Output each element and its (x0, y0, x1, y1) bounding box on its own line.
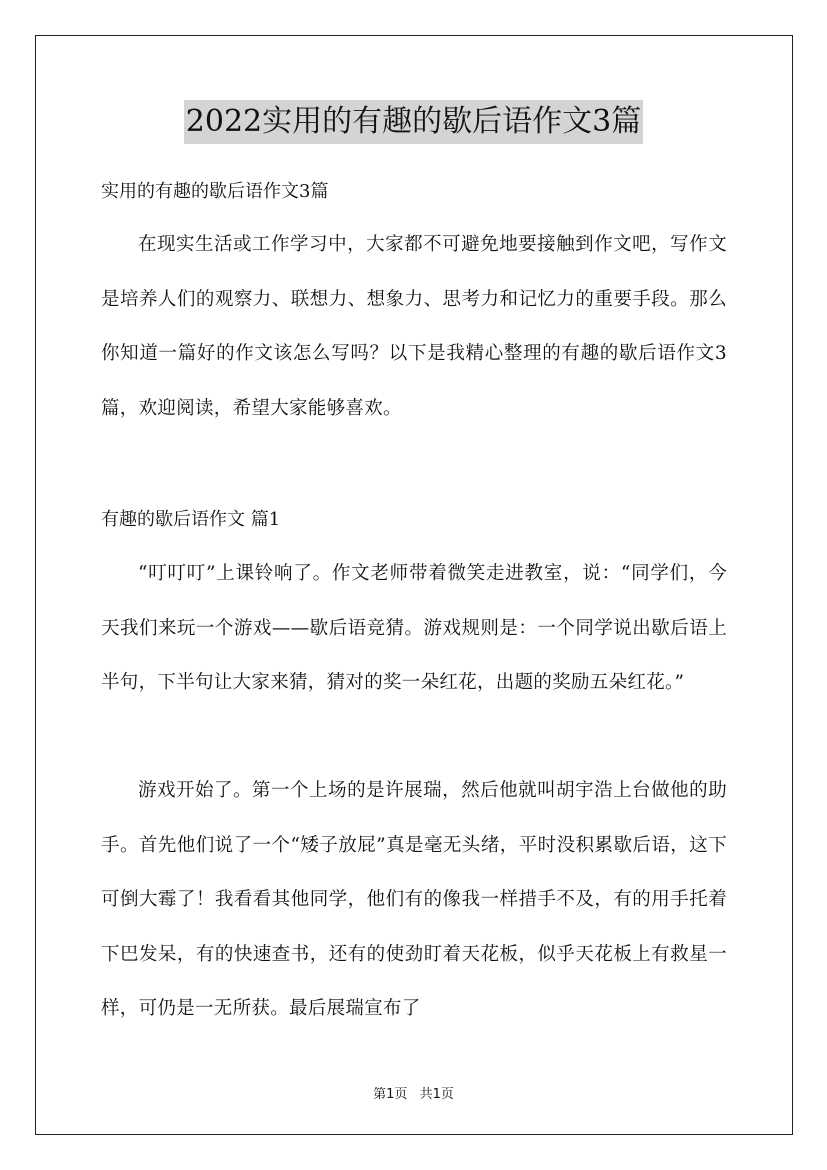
section-paragraph-1: “叮叮叮”上课铃响了。作文老师带着微笑走进教室，说：“同学们，今天我们来玩一个游戏——歇后语竞猜。游戏规则是：一个同学说出歇后语上半句，下半句让大家来猜，猜对的奖一朵红花，出题的奖励五朵红花。” (101, 563, 727, 693)
page-total: 共1页 (419, 1087, 454, 1102)
section-paragraph-2: 游戏开始了。第一个上场的是许展瑞，然后他就叫胡宇浩上台做他的助手。首先他们说了一个“矮子放屁”真是毫无头绪，平时没积累歇后语，这下可倒大霉了！我看看其他同学，他们有的像我一样措手不及，有的用手托着下巴发呆，有的快速查书，还有的使劲盯着天花板，似乎天花板上有救星一样，可仍是一无所获。最后展瑞宣布了 (101, 780, 727, 1019)
section-heading: 有趣的歇后语作文 篇1 (101, 509, 281, 530)
document-subtitle: 实用的有趣的歇后语作文3篇 (101, 181, 329, 202)
page-number: 第1页 (373, 1087, 408, 1102)
document-title: 2022实用的有趣的歇后语作文3篇 (184, 100, 643, 144)
title-container (0, 100, 827, 144)
page-footer (0, 1083, 827, 1102)
intro-paragraph: 在现实生活或工作学习中，大家都不可避免地要接触到作文吧，写作文是培养人们的观察力、联想力、想象力、思考力和记忆力的重要手段。那么你知道一篇好的作文该怎么写吗？以下是我精心整理的有趣的歇后语作文3篇，欢迎阅读，希望大家能够喜欢。 (101, 234, 727, 419)
